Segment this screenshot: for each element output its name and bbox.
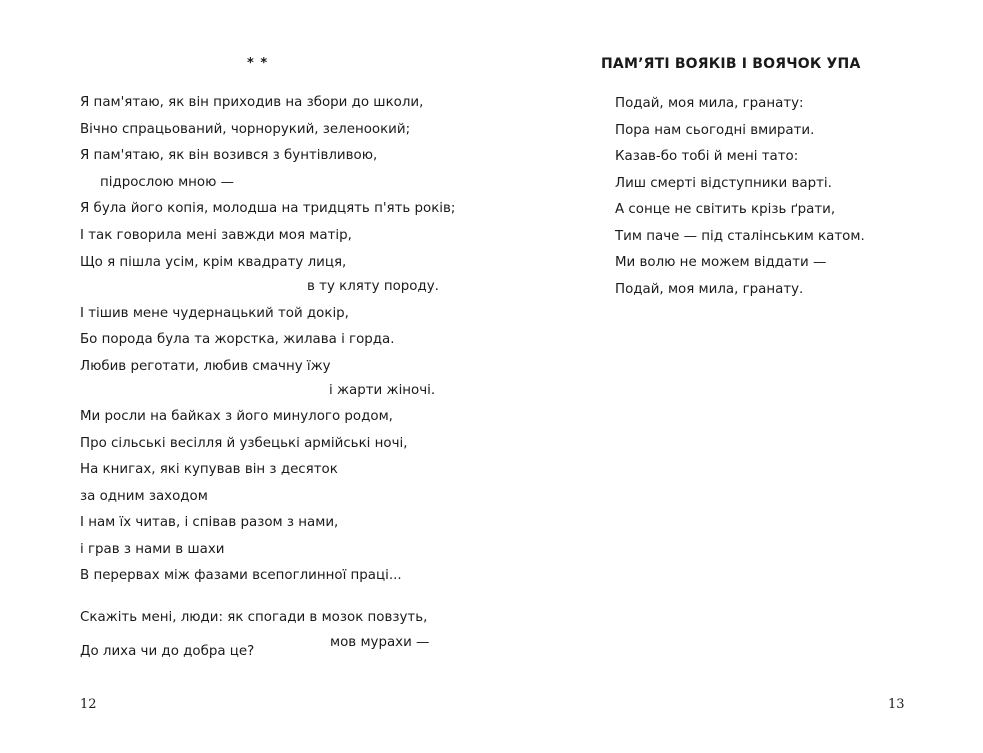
poem-line: за одним заходом: [80, 489, 208, 504]
poem-line-right: мов мурахи —: [330, 635, 430, 650]
poem-line: Ми росли на байках з його минулого родом,: [80, 409, 393, 424]
poem-line: І так говорила мені завжди моя матір,: [80, 228, 352, 243]
poem-line: І тішив мене чудернацький той докір,: [80, 306, 349, 321]
poem-line: Я пам'ятаю, як він возився з бунтівливою,: [80, 148, 378, 163]
poem-line: Ми волю не можем віддати —: [615, 255, 827, 270]
poem-line: Подай, моя мила, гранату.: [615, 282, 804, 297]
poem-line-right: в ту кляту породу.: [307, 279, 439, 294]
poem-line: Що я пішла усім, крім квадрату лиця,: [80, 255, 347, 270]
poem-line: До лиха чи до добра це?: [80, 644, 255, 659]
poem-line: Лиш смерті відступники варті.: [615, 176, 832, 191]
poem-line: В перервах між фазами всепоглинної праці...: [80, 568, 402, 583]
page-number-left: 12: [80, 697, 97, 712]
poem-line: Вічно спрацьований, чорнорукий, зеленоокий;: [80, 122, 411, 137]
poem-line: Казав-бо тобі й мені тато:: [615, 149, 799, 164]
poem-line: Подай, моя мила, гранату:: [615, 96, 804, 111]
poem-line: Я була його копія, молодша на тридцять п'ять років;: [80, 201, 456, 216]
poem-line-indented: підрослою мною —: [100, 175, 235, 190]
poem-line: А сонце не світить крізь ґрати,: [615, 202, 836, 217]
poem-line: На книгах, які купував він з десяток: [80, 462, 338, 477]
poem-line: Тим паче — під сталінським катом.: [615, 229, 865, 244]
poem-line: І нам їх читав, і співав разом з нами,: [80, 515, 339, 530]
poem-line: Пора нам сьогодні вмирати.: [615, 123, 815, 138]
poem-line: Я пам'ятаю, як він приходив на збори до школи,: [80, 95, 424, 110]
poem-line-right: і жарти жіночі.: [329, 383, 436, 398]
page-number-right: 13: [888, 697, 905, 712]
poem-line: Про сільські весілля й узбецькі армійські ночі,: [80, 436, 408, 451]
poem-line: Бо порода була та жорстка, жилава і горда.: [80, 332, 395, 347]
poem-title: ПАМ’ЯТІ ВОЯКІВ І ВОЯЧОК УПА: [601, 56, 861, 72]
poem-line: і грав з нами в шахи: [80, 542, 225, 557]
poem-line: Скажіть мені, люди: як спогади в мозок повзуть,: [80, 610, 428, 625]
poem-line: Любив реготати, любив смачну їжу: [80, 359, 331, 374]
section-separator: * *: [247, 56, 269, 71]
